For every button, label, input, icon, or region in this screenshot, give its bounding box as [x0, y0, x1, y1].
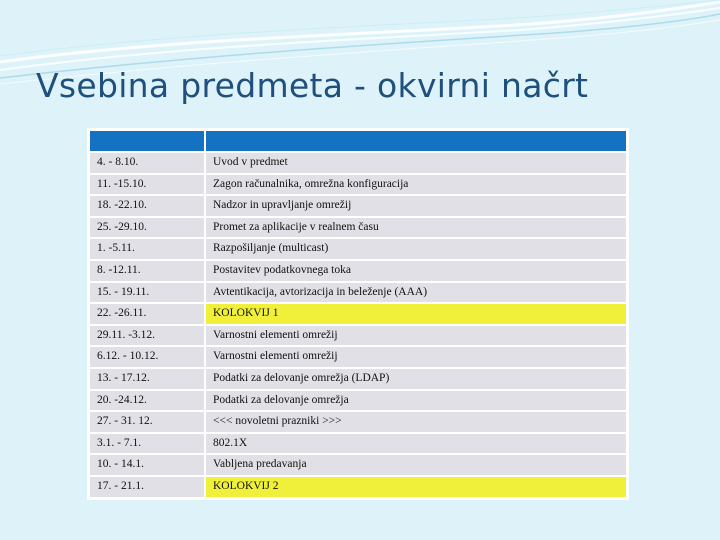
- table-row: [90, 196, 626, 216]
- header-cell-date: [90, 131, 204, 151]
- table-header-row: [90, 131, 626, 151]
- topic-cell: Varnostni elementi omrežij: [206, 326, 626, 346]
- date-cell: 6.12. - 10.12.: [90, 347, 204, 367]
- schedule-table-container: [87, 128, 629, 500]
- schedule-table: [88, 129, 628, 499]
- table-row: [90, 412, 626, 432]
- topic-cell: Postavitev podatkovnega toka: [206, 261, 626, 281]
- table-row: [90, 175, 626, 195]
- table-row: [90, 477, 626, 497]
- date-cell: 1. -5.11.: [90, 239, 204, 259]
- table-row: [90, 304, 626, 324]
- date-cell: 11. -15.10.: [90, 175, 204, 195]
- table-row: [90, 261, 626, 281]
- table-row: [90, 455, 626, 475]
- topic-cell: 802.1X: [206, 434, 626, 454]
- date-cell: 4. - 8.10.: [90, 153, 204, 173]
- table-row: [90, 218, 626, 238]
- date-cell: 22. -26.11.: [90, 304, 204, 324]
- schedule-table-body: [90, 153, 626, 497]
- topic-cell: Podatki za delovanje omrežja (LDAP): [206, 369, 626, 389]
- topic-cell: KOLOKVIJ 1: [206, 304, 626, 324]
- topic-cell: Varnostni elementi omrežij: [206, 347, 626, 367]
- topic-cell: <<< novoletni prazniki >>>: [206, 412, 626, 432]
- topic-cell: Avtentikacija, avtorizacija in beleženje (AAA): [206, 283, 626, 303]
- date-cell: 27. - 31. 12.: [90, 412, 204, 432]
- topic-cell: Zagon računalnika, omrežna konfiguracija: [206, 175, 626, 195]
- table-row: [90, 239, 626, 259]
- date-cell: 29.11. -3.12.: [90, 326, 204, 346]
- topic-cell: KOLOKVIJ 2: [206, 477, 626, 497]
- header-cell-topic: [206, 131, 626, 151]
- slide-title: Vsebina predmeta - okvirni načrt: [36, 66, 589, 105]
- topic-cell: Vabljena predavanja: [206, 455, 626, 475]
- table-row: [90, 326, 626, 346]
- table-row: [90, 347, 626, 367]
- date-cell: 3.1. - 7.1.: [90, 434, 204, 454]
- date-cell: 25. -29.10.: [90, 218, 204, 238]
- topic-cell: Nadzor in upravljanje omrežij: [206, 196, 626, 216]
- topic-cell: Promet za aplikacije v realnem času: [206, 218, 626, 238]
- topic-cell: Podatki za delovanje omrežja: [206, 391, 626, 411]
- date-cell: 8. -12.11.: [90, 261, 204, 281]
- date-cell: 18. -22.10.: [90, 196, 204, 216]
- date-cell: 15. - 19.11.: [90, 283, 204, 303]
- table-row: [90, 369, 626, 389]
- table-row: [90, 434, 626, 454]
- topic-cell: Razpošiljanje (multicast): [206, 239, 626, 259]
- date-cell: 13. - 17.12.: [90, 369, 204, 389]
- date-cell: 20. -24.12.: [90, 391, 204, 411]
- date-cell: 17. - 21.1.: [90, 477, 204, 497]
- topic-cell: Uvod v predmet: [206, 153, 626, 173]
- table-row: [90, 283, 626, 303]
- table-row: [90, 391, 626, 411]
- table-row: [90, 153, 626, 173]
- date-cell: 10. - 14.1.: [90, 455, 204, 475]
